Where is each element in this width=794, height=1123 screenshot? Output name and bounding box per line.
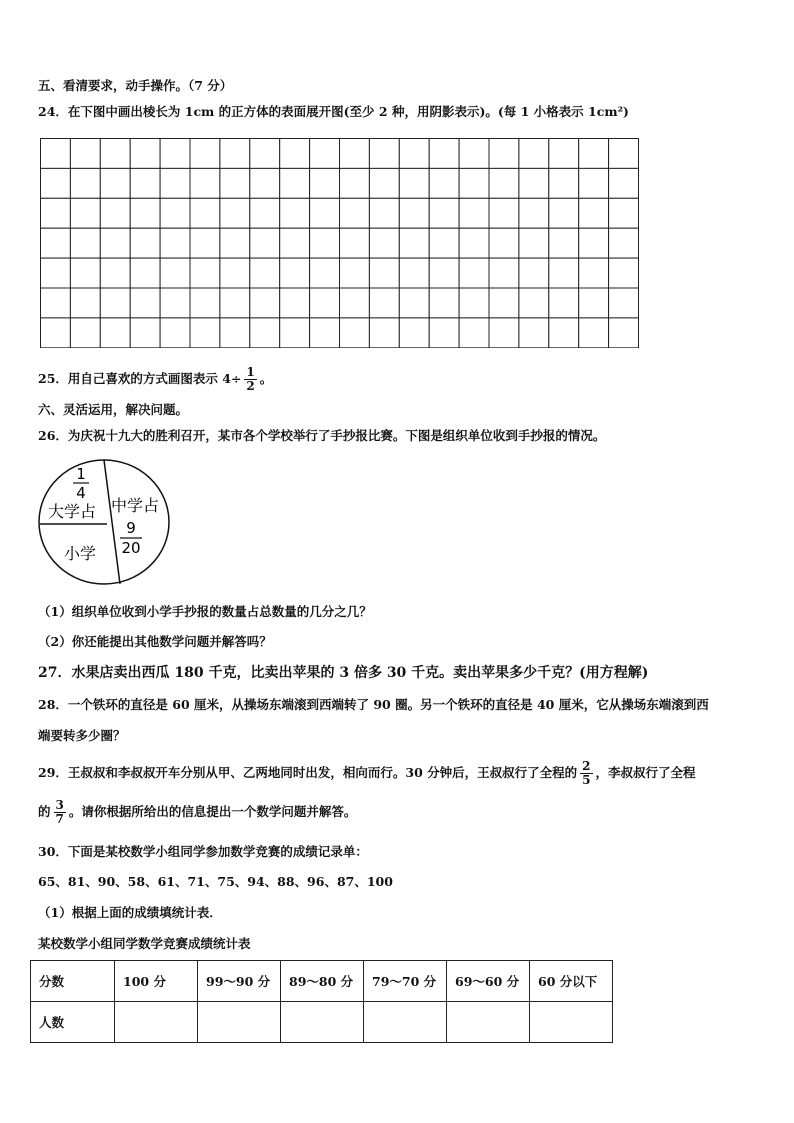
grid-cell[interactable] [70,228,100,258]
grid-cell[interactable] [429,258,459,288]
count-cell-99-90[interactable] [198,1002,281,1043]
grid-cell[interactable] [41,318,71,348]
grid-cell[interactable] [280,198,310,228]
question-27: 27．水果店卖出西瓜 180 千克，比卖出苹果的 3 倍多 30 千克。卖出苹果多少千克？(用方程解) [38,665,649,681]
grid-cell[interactable] [609,228,639,258]
grid-cell[interactable] [310,228,340,258]
question-28-line1: 28．一个铁环的直径是 60 厘米，从操场东端滚到西端转了 90 圈。另一个铁环的直径是 40 厘米，它从操场东端滚到西 [38,697,709,712]
middle-school-fraction-denominator: 20 [121,539,141,557]
grid-cell[interactable] [489,168,519,198]
grid-cell[interactable] [250,228,280,258]
question-28-line2: 端要转多少圈？ [38,728,126,743]
grid-cell[interactable] [220,198,250,228]
grid-cell[interactable] [399,198,429,228]
question-25 [38,366,272,393]
grid-cell[interactable] [579,198,609,228]
grid-cell[interactable] [190,228,220,258]
middle-school-label: 中学占 [110,496,160,515]
grid-cell[interactable] [579,318,609,348]
grid-canvas[interactable] [40,138,640,348]
grid-cell[interactable] [519,288,549,318]
count-cell-100[interactable] [115,1002,198,1043]
square-grid[interactable] [40,138,640,348]
grid-cell[interactable] [160,168,190,198]
grid-cell[interactable] [280,168,310,198]
grid-cell[interactable] [340,288,370,318]
grid-cell[interactable] [489,288,519,318]
table-count-row [31,1002,613,1043]
fraction-numerator: 3 [55,798,64,812]
count-cell-79-70[interactable] [364,1002,447,1043]
grid-cell[interactable] [280,139,310,169]
grid-cell[interactable] [70,258,100,288]
grid-cell[interactable] [459,318,489,348]
fraction-three-sevenths [54,799,66,826]
grid-cell[interactable] [609,258,639,288]
grid-cell[interactable] [160,318,190,348]
grid-cell[interactable] [280,318,310,348]
grid-cell[interactable] [459,198,489,228]
question-26-sub1: （1）组织单位收到小学手抄报的数量占总数量的几分之几？ [38,604,372,619]
grid-cell[interactable] [250,318,280,348]
section-6-title: 六、灵活运用，解决问题。 [38,402,189,417]
grid-cell[interactable] [100,139,130,169]
grid-cell[interactable] [190,258,220,288]
header-69-60: 69～60 分 [447,961,530,1002]
fraction-numerator: 2 [582,759,591,773]
grid-cell[interactable] [41,198,71,228]
grid-cell[interactable] [399,228,429,258]
grid-cell[interactable] [519,228,549,258]
grid-cell[interactable] [160,139,190,169]
grid-cell[interactable] [399,258,429,288]
grid-cell[interactable] [250,258,280,288]
header-score: 分数 [31,961,115,1002]
grid-cell[interactable] [100,198,130,228]
grid-cell[interactable] [579,228,609,258]
grid-cell[interactable] [549,139,579,169]
grid-cell[interactable] [399,139,429,169]
grid-cell[interactable] [280,228,310,258]
fraction-denominator: 2 [246,379,255,393]
grid-cell[interactable] [459,288,489,318]
grid-cell[interactable] [280,258,310,288]
grid-cell[interactable] [130,168,160,198]
grid-cell[interactable] [220,168,250,198]
grid-cell[interactable] [549,198,579,228]
question-29-text-c: 的 [38,804,51,819]
grid-cell[interactable] [220,228,250,258]
grid-cell[interactable] [250,198,280,228]
grid-cell[interactable] [190,198,220,228]
question-30-sub1: （1）根据上面的成绩填统计表． [38,905,222,920]
grid-cell[interactable] [130,139,160,169]
grid-cell[interactable] [340,318,370,348]
grid-cell[interactable] [70,139,100,169]
question-29-text-d: 。请你根据所给出的信息提出一个数学问题并解答。 [68,804,357,819]
grid-cell[interactable] [369,198,399,228]
grid-cell[interactable] [70,168,100,198]
grid-cell[interactable] [579,139,609,169]
grid-cell[interactable] [429,139,459,169]
question-26: 26．为庆祝十九大的胜利召开，某市各个学校举行了手抄报比赛。下图是组织单位收到手抄报的情况。 [38,428,606,443]
grid-cell[interactable] [369,228,399,258]
grid-cell[interactable] [549,288,579,318]
grid-cell[interactable] [190,139,220,169]
grid-cell[interactable] [399,288,429,318]
grid-cell[interactable] [459,228,489,258]
grid-cell[interactable] [160,228,190,258]
grid-cell[interactable] [369,318,399,348]
grid-cell[interactable] [399,318,429,348]
grid-cell[interactable] [130,258,160,288]
grid-cell[interactable] [579,168,609,198]
pie-chart [36,458,176,596]
grid-cell[interactable] [340,258,370,288]
grid-cell[interactable] [519,258,549,288]
grid-cell[interactable] [310,139,340,169]
grid-cell[interactable] [250,168,280,198]
grid-cell[interactable] [369,258,399,288]
grid-cell[interactable] [160,258,190,288]
grid-cell[interactable] [609,318,639,348]
grid-cell[interactable] [100,168,130,198]
grid-cell[interactable] [100,258,130,288]
fraction-one-half [244,366,256,393]
grid-cell[interactable] [340,198,370,228]
grid-cell[interactable] [220,258,250,288]
grid-cell[interactable] [250,288,280,318]
grid-cell[interactable] [489,258,519,288]
question-30: 30．下面是某校数学小组同学参加数学竞赛的成绩记录单： [38,844,368,859]
grid-cell[interactable] [489,228,519,258]
grid-cell[interactable] [100,288,130,318]
grid-cell[interactable] [459,139,489,169]
section-5-title: 五、看清要求，动手操作。（7 分） [38,78,233,93]
grid-cell[interactable] [340,139,370,169]
grid-cell[interactable] [280,288,310,318]
grid-cell[interactable] [429,318,459,348]
grid-cell[interactable] [549,228,579,258]
header-79-70: 79～70 分 [364,961,447,1002]
fraction-denominator: 5 [582,773,591,787]
grid-cell[interactable] [489,198,519,228]
grid-cell[interactable] [609,139,639,169]
university-fraction-numerator: 1 [76,465,86,483]
grid-cell[interactable] [130,288,160,318]
grid-cell[interactable] [579,288,609,318]
grid-cell[interactable] [160,288,190,318]
grid-cell[interactable] [130,198,160,228]
grid-cell[interactable] [310,318,340,348]
table-title: 某校数学小组同学数学竞赛成绩统计表 [38,936,251,951]
grid-cell[interactable] [41,228,71,258]
grid-cell[interactable] [459,258,489,288]
university-fraction-denominator: 4 [76,484,86,502]
count-cell-89-80[interactable] [281,1002,364,1043]
table-header-row [31,961,613,1002]
grid-cell[interactable] [340,168,370,198]
header-100: 100 分 [115,961,198,1002]
grid-cell[interactable] [70,288,100,318]
grid-cell[interactable] [100,318,130,348]
grid-cell[interactable] [429,288,459,318]
grid-cell[interactable] [429,228,459,258]
grid-cell[interactable] [70,198,100,228]
grid-cell[interactable] [489,318,519,348]
grid-cell[interactable] [340,228,370,258]
pie-divider-vertical [104,460,120,584]
header-89-80: 89～80 分 [281,961,364,1002]
grid-cell[interactable] [369,288,399,318]
grid-cell[interactable] [41,168,71,198]
grid-cell[interactable] [459,168,489,198]
grid-cell[interactable] [399,168,429,198]
grid-cell[interactable] [190,288,220,318]
score-list: 65、81、90、58、61、71、75、94、88、96、87、100 [38,874,393,889]
grid-cell[interactable] [41,139,71,169]
primary-school-label: 小学 [63,544,97,563]
grid-cell[interactable] [41,258,71,288]
question-29-text-b: ，李叔叔行了全程 [595,765,696,780]
grid-cell[interactable] [549,168,579,198]
grid-cell[interactable] [250,139,280,169]
fraction-denominator: 7 [55,812,64,826]
question-25-suffix: 。 [259,371,273,386]
fraction-two-fifths [580,760,592,787]
question-26-sub2: （2）你还能提出其他数学问题并解答吗？ [38,634,272,649]
grid-cell[interactable] [220,139,250,169]
grid-cell[interactable] [369,139,399,169]
grid-cell[interactable] [100,228,130,258]
grid-cell[interactable] [130,228,160,258]
grid-cell[interactable] [160,198,190,228]
grid-cell[interactable] [489,139,519,169]
grid-cell[interactable] [519,198,549,228]
grid-cell[interactable] [190,318,220,348]
grid-cell[interactable] [519,168,549,198]
question-24: 24．在下图中画出棱长为 1cm 的正方体的表面展开图(至少 2 种，用阴影表示)。(每 1 小格表示 1cm²) [38,104,629,119]
grid-cell[interactable] [579,258,609,288]
grid-cell[interactable] [429,168,459,198]
question-29-text-a: 29．王叔叔和李叔叔开车分别从甲、乙两地同时出发，相向而行。30 分钟后，王叔叔行了全程的 [38,765,578,780]
university-label: 大学占 [47,502,97,521]
grid-cell[interactable] [429,198,459,228]
middle-school-fraction-numerator: 9 [126,519,136,537]
header-below-60: 60 分以下 [530,961,613,1002]
grid-cell[interactable] [609,168,639,198]
grid-cell[interactable] [609,288,639,318]
question-25-prefix: 25．用自己喜欢的方式画图表示 4÷ [38,371,242,386]
grid-cell[interactable] [310,258,340,288]
pie-circle [39,460,169,584]
grid-cell[interactable] [549,318,579,348]
grid-cell[interactable] [41,288,71,318]
count-cell-below-60[interactable] [530,1002,613,1043]
row-label-count: 人数 [31,1002,115,1043]
grid-cell[interactable] [519,318,549,348]
grid-cell[interactable] [70,318,100,348]
count-cell-69-60[interactable] [447,1002,530,1043]
header-99-90: 99～90 分 [198,961,281,1002]
question-29-line1 [38,760,696,787]
grid-cell[interactable] [220,318,250,348]
question-29-line2 [38,799,356,826]
grid-cell[interactable] [130,318,160,348]
grid-cell[interactable] [549,258,579,288]
grid-cell[interactable] [190,168,220,198]
grid-cell[interactable] [519,139,549,169]
grid-cell[interactable] [609,198,639,228]
grid-cell[interactable] [220,288,250,318]
grid-cell[interactable] [310,198,340,228]
fraction-numerator: 1 [246,365,255,379]
grid-cell[interactable] [310,168,340,198]
score-stats-table [30,960,613,1043]
grid-cell[interactable] [310,288,340,318]
grid-cell[interactable] [369,168,399,198]
